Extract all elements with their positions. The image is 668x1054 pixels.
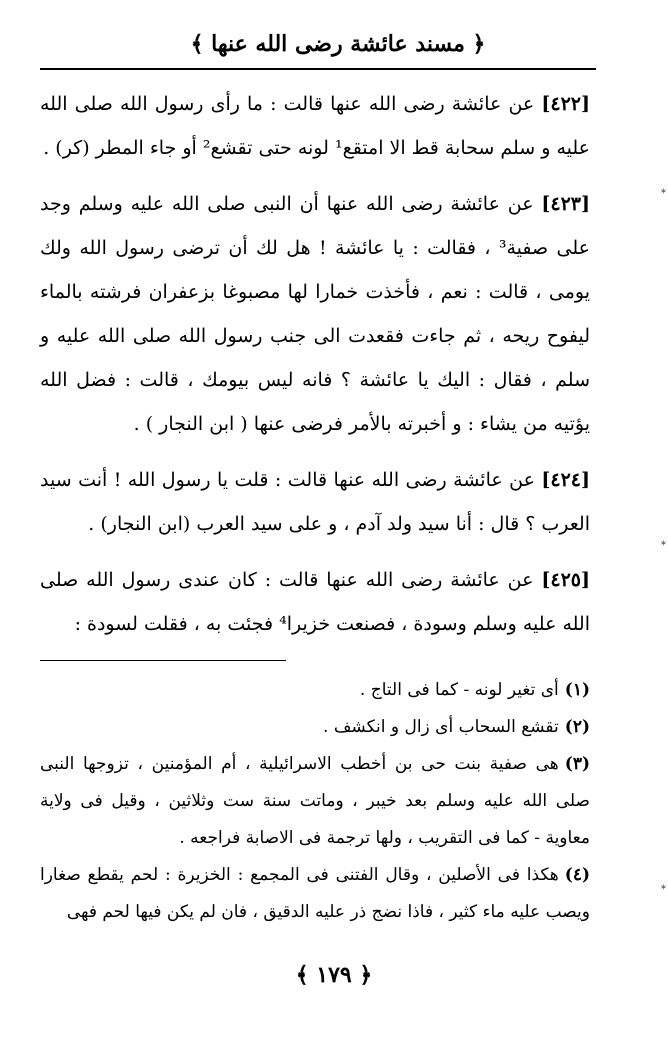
- main-text: [40, 82, 590, 658]
- margin-mark: *: [661, 540, 666, 551]
- footnote-1: [40, 672, 590, 709]
- margin-mark: *: [661, 884, 666, 895]
- running-header: [50, 22, 626, 66]
- footnote-number: (٢): [564, 717, 590, 737]
- hadith-text: عن عائشة رضى الله عنها قالت : كان عندى رسول الله صلى الله عليه وسلم وسودة ، فصنعت خزيرا⁴ فجئت به ، فقلت لسودة :: [40, 569, 590, 635]
- hadith-423: [40, 182, 590, 446]
- header-title: ﴿ مسند عائشة رضى الله عنها ﴾: [190, 31, 486, 57]
- footnote-4: [40, 857, 590, 931]
- footnote-text: هى صفية بنت حى بن أخطب الاسرائيلية ، أم المؤمنين ، تزوجها النبى صلى الله عليه وسلم بعد خيبر ، وماتت سنة ست وثلاثين ، وقيل فى ولاية معاوية - كما فى التقريب ، ولها ترجمة فى الاصابة فراجعه .: [40, 754, 590, 848]
- hadith-number: [٤٢٢]: [541, 93, 590, 115]
- footnote-text: تقشع السحاب أى زال و انكشف .: [323, 717, 559, 737]
- footnote-number: (٤): [564, 865, 590, 885]
- footnote-text: أى تغير لونه - كما فى التاج .: [359, 680, 559, 700]
- header-rule: [40, 68, 596, 70]
- footnote-3: [40, 746, 590, 857]
- hadith-text: عن عائشة رضى الله عنها أن النبى صلى الله عليه وسلم وجد على صفية³ ، فقالت : يا عائشة ! هل لك أن ترضى رسول الله ولك يومى ، قالت : نعم ، فأخذت خمارا لها مصبوغا بزعفران فرشته بالماء ليفوح ريحه ، ثم جاءت فقعدت الى جنب رسول الله صلى الله عليه و سلم ، فقال : اليك يا عائشة ؟ فانه ليس بيومك ، قالت : فضل الله يؤتيه من يشاء : و أخبرته بالأمر فرضى عنها ( ابن النجار ) .: [40, 193, 590, 435]
- hadith-number: [٤٢٥]: [541, 569, 590, 591]
- hadith-number: [٤٢٣]: [541, 193, 590, 215]
- hadith-text: عن عائشة رضى الله عنها قالت : قلت يا رسول الله ! أنت سيد العرب ؟ قال : أنا سيد ولد آدم ، و على سيد العرب (ابن النجار) .: [40, 469, 590, 535]
- footnote-number: (١): [564, 680, 590, 700]
- hadith-text: عن عائشة رضى الله عنها قالت : ما رأى رسول الله صلى الله عليه و سلم سحابة قط الا امتقع¹ لونه حتى تقشع² أو جاء المطر (كر) .: [40, 93, 590, 159]
- hadith-424: [40, 458, 590, 546]
- hadith-number: [٤٢٤]: [541, 469, 590, 491]
- footnote-rule: [40, 660, 286, 661]
- hadith-425: [40, 558, 590, 646]
- footnote-number: (٣): [564, 754, 590, 774]
- footnote-text: هكذا فى الأصلين ، وقال الفتنى فى المجمع : الخزيرة : لحم يقطع صغارا ويصب عليه ماء كثير ، فاذا نضج ذر عليه الدقيق ، فان لم يكن فيها لحم فهى: [40, 865, 590, 922]
- footnotes: [40, 672, 590, 931]
- page-number: ﴿ ١٧٩ ﴾: [295, 962, 373, 988]
- footnote-2: [40, 709, 590, 746]
- margin-mark: *: [661, 188, 666, 199]
- hadith-422: [40, 82, 590, 170]
